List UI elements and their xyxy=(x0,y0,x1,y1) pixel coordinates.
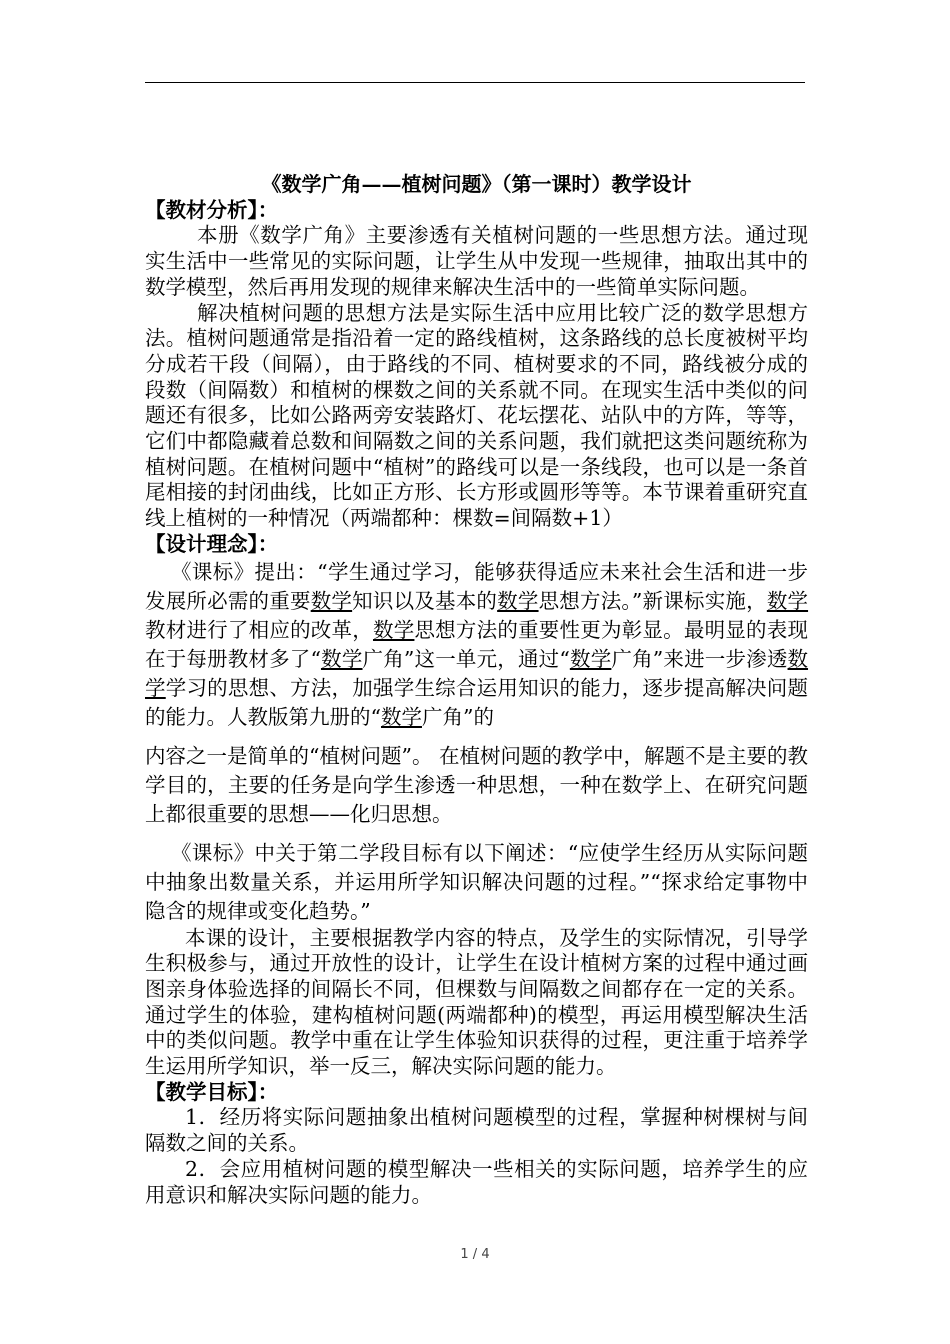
concept-paragraph-4: 本课的设计，主要根据教学内容的特点，及学生的实际情况，引导学生积极参与，通过开放性的设计，让学生在设计植树方案的过程中通过画图亲身体验选择的间隔长不同，但棵数与间隔数之间都存在一定的关系。通过学生的体验，建构植树问题(两端都种)的模型，再运用模型解决生活中的类似问题。教学中重在让学生体验知识获得的过程，更注重于培养学生运用所学知识，举一反三，解决实际问题的能力。 xyxy=(145,925,808,1079)
header-rule xyxy=(145,82,805,83)
concept-paragraph-3: 《课标》中关于第二学段目标有以下阐述：“应使学生经历从实际问题中抽象出数量关系，并运用所学知识解决问题的过程。”“探求给定事物中隐含的规律或变化趋势。” xyxy=(145,840,808,923)
page-number: 1 / 4 xyxy=(460,1247,490,1262)
section-heading-goals: 【教学目标】： xyxy=(145,1079,279,1104)
document-title: 《数学广角——植树问题》（第一课时）教学设计 xyxy=(261,172,692,196)
analysis-paragraph-1: 本册《数学广角》主要渗透有关植树问题的一些思想方法。通过现实生活中一些常见的实际问题，让学生从中发现一些规律，抽取出其中的数学模型，然后再用发现的规律来解决生活中的一些简单实际问题。 xyxy=(145,223,808,299)
document-body xyxy=(145,172,808,1208)
goal-item-1: 1．经历将实际问题抽象出植树问题模型的过程，掌握种树棵树与间隔数之间的关系。 xyxy=(145,1105,808,1156)
analysis-paragraph-2: 解决植树问题的思想方法是实际生活中应用比较广泛的数学思想方法。植树问题通常是指沿着一定的路线植树，这条路线的总长度被树平均分成若干段（间隔），由于路线的不同、植树要求的不同，路线被分成的段数（间隔数）和植树的棵数之间的关系就不同。在现实生活中类似的问题还有很多，比如公路两旁安装路灯、花坛摆花、站队中的方阵，等等，它们中都隐藏着总数和间隔数之间的关系问题，我们就把这类问题统称为植树问题。在植树问题中“植树”的路线可以是一条线段，也可以是一条首尾相接的封闭曲线，比如正方形、长方形或圆形等等。本节课着重研究直线上植树的一种情况（两端都种：棵数=间隔数+1） xyxy=(145,300,808,531)
concept-paragraph-2: 内容之一是简单的“植树问题”。 在植树问题的教学中，解题不是主要的教学目的，主要的任务是向学生渗透一种思想，一种在数学上、在研究问题上都很重要的思想——化归思想。 xyxy=(145,743,808,826)
goal-item-2: 2．会应用植树问题的模型解决一些相关的实际问题，培养学生的应用意识和解决实际问题的能力。 xyxy=(145,1156,808,1207)
section-heading-analysis: 【教材分析】： xyxy=(145,197,279,222)
section-heading-concept: 【设计理念】： xyxy=(145,531,279,556)
concept-paragraph-1: 《课标》提出：“学生通过学习，能够获得适应未来社会生活和进一步发展所必需的重要数学知识以及基本的数学思想方法。”新课标实施，数学教材进行了相应的改革，数学思想方法的重要性更为彰显。最明显的表现在于每册教材多了“数学广角”这一单元，通过“数学广角”来进一步渗透数学学习的思想、方法，加强学生综合运用知识的能力，逐步提高解决问题的能力。人教版第九册的“数学广角”的 xyxy=(145,559,809,729)
